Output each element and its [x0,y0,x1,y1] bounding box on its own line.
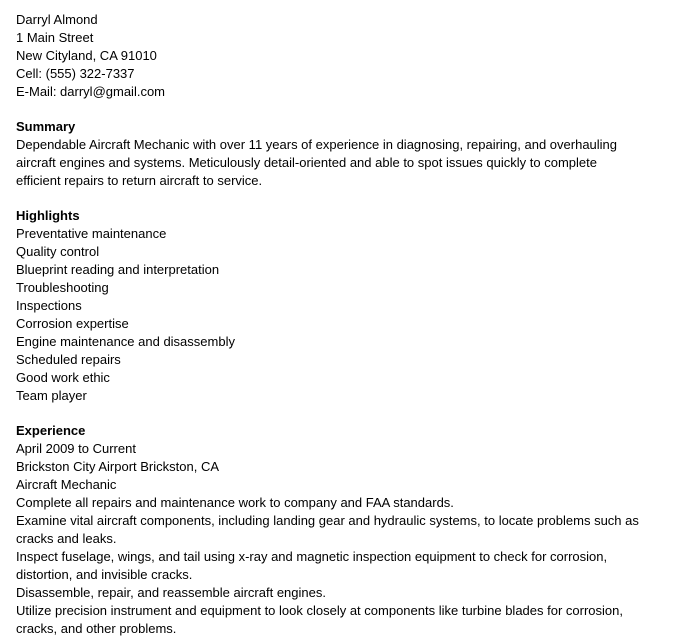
experience-dates: April 2009 to Current [16,441,136,456]
spacer [16,101,687,118]
experience-duty: Inspect fuselage, wings, and tail using x-ray and magnetic inspection equipment to check for corrosion, [16,549,608,564]
experience-duty: Utilize precision instrument and equipment to look closely at components like turbine blades for corrosion, [16,603,623,618]
contact-city: New Cityland, CA 91010 [16,48,157,63]
highlight-item: Engine maintenance and disassembly [16,334,235,349]
summary-heading: Summary [16,119,76,134]
experience-duty: distortion, and invisible cracks. [16,567,193,582]
contact-cell: Cell: (555) 322-7337 [16,66,135,81]
experience-duty: Disassemble, repair, and reassemble aircraft engines. [16,585,326,600]
spacer [16,190,687,207]
summary-line: efficient repairs to return aircraft to service. [16,173,263,188]
summary-section [16,118,687,190]
highlight-item: Troubleshooting [16,280,109,295]
experience-employer: Brickston City Airport Brickston, CA [16,459,219,474]
experience-section [16,422,687,638]
highlights-section [16,207,687,405]
contact-block [16,11,687,101]
highlight-item: Good work ethic [16,370,110,385]
experience-duty: cracks, and other problems. [16,621,177,636]
experience-duty: cracks and leaks. [16,531,117,546]
highlight-item: Corrosion expertise [16,316,129,331]
spacer [16,405,687,422]
contact-email: E-Mail: darryl@gmail.com [16,84,165,99]
contact-street: 1 Main Street [16,30,94,45]
highlights-heading: Highlights [16,208,80,223]
highlight-item: Team player [16,388,87,403]
highlight-item: Quality control [16,244,100,259]
contact-name: Darryl Almond [16,12,98,27]
experience-duty: Examine vital aircraft components, including landing gear and hydraulic systems, to locate problems such as [16,513,639,528]
summary-line: Dependable Aircraft Mechanic with over 11 years of experience in diagnosing, repairing, and overhauling [16,137,618,152]
highlight-item: Preventative maintenance [16,226,167,241]
highlight-item: Blueprint reading and interpretation [16,262,220,277]
experience-duty: Complete all repairs and maintenance work to company and FAA standards. [16,495,454,510]
highlight-item: Inspections [16,298,82,313]
summary-line: aircraft engines and systems. Meticulously detail-oriented and able to spot issues quickly to complete [16,155,597,170]
highlight-item: Scheduled repairs [16,352,121,367]
experience-heading: Experience [16,423,86,438]
experience-title: Aircraft Mechanic [16,477,117,492]
